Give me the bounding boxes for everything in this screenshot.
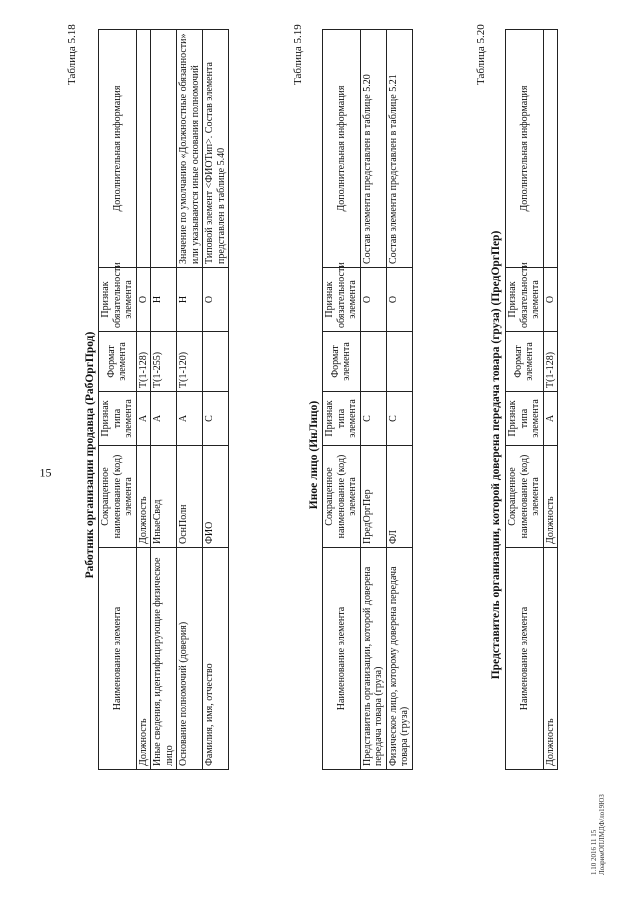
cell-req: О: [203, 268, 229, 332]
cell-req: О: [543, 268, 558, 332]
cell-format: T(1-128): [136, 332, 151, 392]
cell-code: ПредОргПер: [360, 446, 386, 548]
cell-name: Основание полномочий (доверия): [177, 548, 203, 770]
cell-type: А: [543, 392, 558, 446]
cell-type: А: [177, 392, 203, 446]
cell-req: О: [360, 268, 386, 332]
page-number: 15: [39, 465, 52, 480]
col-header-format: Формат элемента: [506, 332, 544, 392]
table-row: [360, 30, 386, 770]
col-header-type: Признак типа элемента: [323, 392, 361, 446]
cell-type: С: [203, 392, 229, 446]
col-header-code: Сокращенное наименование (код) элемента: [99, 446, 137, 548]
cell-format: [203, 332, 229, 392]
table-title: Иное лицо (ИнЛицо): [308, 400, 320, 510]
cell-format: [386, 332, 412, 392]
table-row: [151, 30, 177, 770]
col-header-type: Признак типа элемента: [506, 392, 544, 446]
col-header-info: Дополнительная информация: [323, 30, 361, 268]
cell-type: С: [360, 392, 386, 446]
cell-info: Значение по умолчанию «Должностные обязанности» или указываются иные основания полномочий: [177, 30, 203, 268]
cell-code: ОснПолн: [177, 446, 203, 548]
col-header-format: Формат элемента: [99, 332, 137, 392]
table-label: Таблица 5.20: [475, 24, 487, 85]
cell-type: С: [386, 392, 412, 446]
table-header-row: [506, 30, 544, 770]
cell-code: ИныеСвед: [151, 446, 177, 548]
table-header-row: [323, 30, 361, 770]
cell-code: Должность: [543, 446, 558, 548]
col-header-code: Сокращенное наименование (код) элемента: [323, 446, 361, 548]
cell-format: T(1-120): [177, 332, 203, 392]
cell-type: А: [151, 392, 177, 446]
col-header-req: Признак обязательности элемента: [323, 268, 361, 332]
table-row: [136, 30, 151, 770]
footer-ref: 1.10 2016 11 15 ЛоаримОПЛМДФ/ло19ЮЗ: [590, 794, 606, 875]
table-row: [177, 30, 203, 770]
cell-info: [136, 30, 151, 268]
table-title: Работник организации продавца (РабОргПрод): [84, 331, 96, 579]
table-label: Таблица 5.19: [292, 24, 304, 85]
cell-info: Состав элемента представлен в таблице 5.21: [386, 30, 412, 268]
table-5-18: [98, 29, 229, 770]
cell-req: О: [386, 268, 412, 332]
col-header-format: Формат элемента: [323, 332, 361, 392]
cell-name: Представитель организации, которой доверена передача товара (груза): [360, 548, 386, 770]
col-header-type: Признак типа элемента: [99, 392, 137, 446]
table-header-row: [99, 30, 137, 770]
cell-req: Н: [151, 268, 177, 332]
cell-format: [360, 332, 386, 392]
cell-req: О: [136, 268, 151, 332]
cell-name: Должность: [543, 548, 558, 770]
col-header-code: Сокращенное наименование (код) элемента: [506, 446, 544, 548]
cell-type: А: [136, 392, 151, 446]
cell-code: Должность: [136, 446, 151, 548]
cell-code: ФИО: [203, 446, 229, 548]
cell-format: T(1-128): [543, 332, 558, 392]
table-5-20: [505, 29, 558, 770]
col-header-name: Наименование элемента: [506, 548, 544, 770]
cell-info: Типовой элемент <ФИОТип>. Состав элемента представлен в таблице 5.40: [203, 30, 229, 268]
cell-code: ФЛ: [386, 446, 412, 548]
cell-name: Фамилия, имя, отчество: [203, 548, 229, 770]
col-header-info: Дополнительная информация: [506, 30, 544, 268]
cell-req: Н: [177, 268, 203, 332]
cell-name: Физическое лицо, которому доверена передача товара (груза): [386, 548, 412, 770]
table-row: [203, 30, 229, 770]
col-header-name: Наименование элемента: [99, 548, 137, 770]
col-header-req: Признак обязательности элемента: [99, 268, 137, 332]
table-5-19: [322, 29, 413, 770]
cell-info: [543, 30, 558, 268]
table-title: Представитель организации, которой доверена передача товара (груза) (ПредОргПер): [490, 230, 502, 680]
cell-name: Иные сведения, идентифицирующие физическое лицо: [151, 548, 177, 770]
cell-info: Состав элемента представлен в таблице 5.20: [360, 30, 386, 268]
col-header-info: Дополнительная информация: [99, 30, 137, 268]
col-header-name: Наименование элемента: [323, 548, 361, 770]
table-label: Таблица 5.18: [66, 24, 78, 85]
table-row: [543, 30, 558, 770]
table-row: [386, 30, 412, 770]
cell-name: Должность: [136, 548, 151, 770]
col-header-req: Признак обязательности элемента: [506, 268, 544, 332]
cell-format: T(1-255): [151, 332, 177, 392]
cell-info: [151, 30, 177, 268]
